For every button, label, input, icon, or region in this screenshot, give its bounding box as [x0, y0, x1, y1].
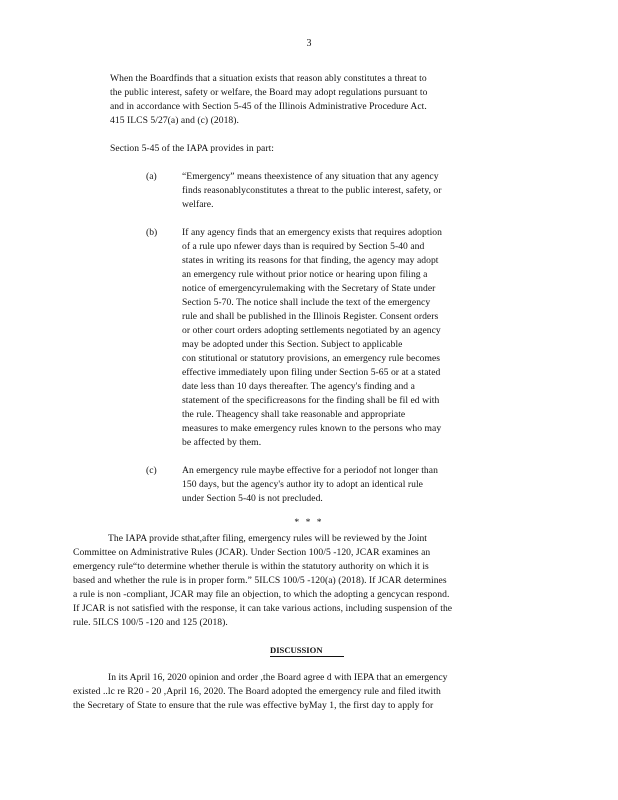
text-line: rule. 5ILCS 100/5 -120 and 125 (2018).: [73, 617, 228, 628]
text-line: An emergency rule maybe effective for a periodof not longer than: [182, 465, 438, 476]
text-line: effective immediately upon filing under Section 5-65 or at a stated: [182, 367, 441, 378]
text-line: “Emergency” means theexistence of any situation that any agency: [182, 171, 439, 182]
text-line: When the Boardfinds that a situation exists that reason ably constitutes a threat to: [110, 73, 427, 84]
item-label: (a): [146, 171, 157, 182]
text-line: welfare.: [182, 199, 214, 210]
text-line: be affected by them.: [182, 437, 262, 448]
text-line: con stitutional or statutory provisions, an emergency rule becomes: [182, 353, 441, 364]
text-line: of a rule upo nfewer days than is required by Section 5-40 and: [182, 241, 425, 252]
text-line: states in writing its reasons for that finding, the agency may adopt: [182, 255, 439, 266]
text-line: the public interest, safety or welfare, the Board may adopt regulations pursuant to: [110, 87, 428, 98]
item-label: (c): [146, 465, 157, 476]
text-line: based and whether the rule is in proper form.” 5ILCS 100/5 -120(a) (2018). If JCAR determines: [73, 575, 447, 586]
text-line: 415 ILCS 5/27(a) and (c) (2018).: [110, 115, 239, 126]
section-intro-text: Section 5-45 of the IAPA provides in part:: [110, 143, 275, 154]
text-line: rule and shall be published in the Illinois Register. Consent orders: [182, 311, 439, 322]
text-line: existed ..lc re R20 - 20 ,April 16, 2020. The Board adopted the emergency rule and filed itwith: [73, 686, 441, 697]
text-line: the rule. Theagency shall take reasonable and appropriate: [182, 409, 406, 420]
item-label: (b): [146, 227, 158, 238]
page-number: 3: [306, 38, 312, 49]
text-line: emergency rule“to determine whether therule is within the statutory authority on which it is: [73, 561, 429, 572]
text-line: If any agency finds that an emergency exists that requires adoption: [182, 227, 442, 238]
text-line: under Section 5-40 is not precluded.: [182, 493, 323, 504]
text-line: the Secretary of State to ensure that the rule was effective byMay 1, the first day to apply for: [73, 700, 434, 711]
text-line: Section 5-70. The notice shall include the text of the emergency: [182, 297, 431, 308]
text-line: measures to make emergency rules known to the persons who may: [182, 423, 442, 434]
text-line: date less than 10 days thereafter. The agency's finding and a: [182, 381, 415, 392]
text-line: Committee on Administrative Rules (JCAR). Under Section 100/5 -120, JCAR examines an: [73, 547, 431, 558]
text-line: If JCAR is not satisfied with the response, it can take various actions, including suspension of the: [73, 603, 453, 614]
text-line: In its April 16, 2020 opinion and order ,the Board agree d with IEPA that an emergency: [108, 672, 448, 683]
text-line: a rule is non -compliant, JCAR may file an objection, to which the adopting a gencycan respond.: [73, 589, 450, 600]
text-line: finds reasonablyconstitutes a threat to the public interest, safety, or: [182, 185, 442, 196]
text-line: an emergency rule without prior notice or hearing upon filing a: [182, 269, 428, 280]
discussion-heading: DISCUSSION: [270, 645, 344, 657]
text-line: may be adopted under this Section. Subject to applicable: [182, 339, 403, 350]
section-separator: * * *: [294, 517, 324, 528]
text-line: The IAPA provide sthat,after filing, emergency rules will be reviewed by the Joint: [108, 533, 428, 544]
text-line: and in accordance with Section 5-45 of the Illinois Administrative Procedure Act.: [110, 101, 427, 112]
text-line: or other court orders adopting settlements negotiated by an agency: [182, 325, 441, 336]
text-line: 150 days, but the agency's author ity to adopt an identical rule: [182, 479, 423, 490]
text-line: notice of emergencyrulemaking with the Secretary of State under: [182, 283, 436, 294]
text-line: statement of the specificreasons for the finding shall be fil ed with: [182, 395, 440, 406]
